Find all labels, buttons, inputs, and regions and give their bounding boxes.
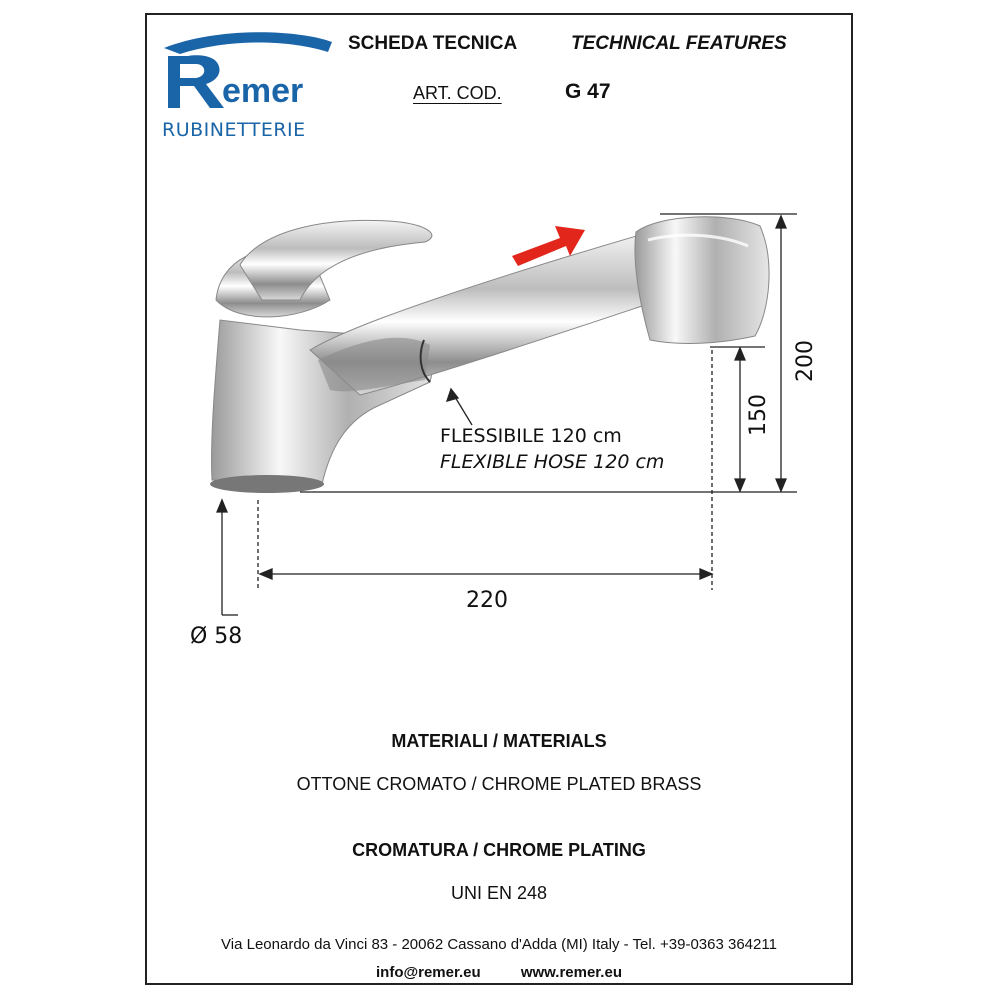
logo-subtitle: RUBINETTERIE (162, 119, 306, 141)
hose-label-italian: FLESSIBILE 120 cm (440, 425, 622, 447)
plating-heading: CROMATURA / CHROME PLATING (352, 840, 646, 860)
dimension-diameter: Ø 58 (190, 624, 243, 649)
plating-value: UNI EN 248 (450, 883, 548, 903)
logo-wordmark: emer (222, 72, 304, 110)
art-code-label: ART. COD. (413, 83, 502, 103)
lever-handle (240, 220, 432, 300)
dimension-length: 220 (466, 588, 508, 613)
email-link[interactable]: info@remer.eu (376, 964, 481, 981)
contact-line (145, 964, 853, 981)
company-address: Via Leonardo da Vinci 83 - 20062 Cassano d'Adda (MI) Italy - Tel. +39-0363 364211 (221, 936, 777, 953)
materials-heading: MATERIALI / MATERIALS (391, 731, 607, 751)
title-italian: SCHEDA TECNICA (348, 33, 518, 54)
dimension-total-height: 200 (793, 340, 818, 382)
art-code-value: G 47 (565, 80, 611, 103)
materials-value: OTTONE CROMATO / CHROME PLATED BRASS (296, 774, 702, 794)
faucet-base (210, 475, 324, 493)
website-link[interactable]: www.remer.eu (520, 964, 622, 981)
hose-label-english: FLEXIBLE HOSE 120 cm (440, 451, 665, 473)
dimension-spout-height: 150 (746, 394, 771, 436)
title-english: TECHNICAL FEATURES (571, 33, 787, 54)
